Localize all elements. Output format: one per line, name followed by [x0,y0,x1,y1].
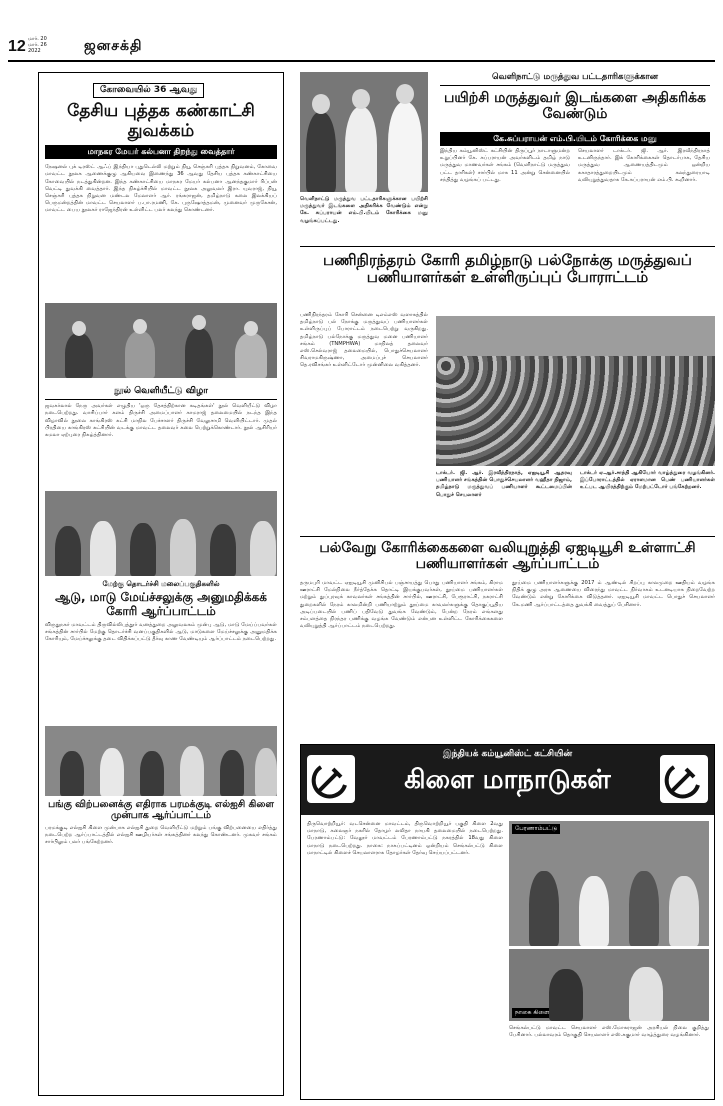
pharmacist-headline: பயிற்சி மருத்துவர் இடங்களை அதிகரிக்க வேண்டும் [444,90,706,123]
pharmacist-body-left: இந்திய கம்யூனிஸ்ட் கட்சியின் திருப்பூர் நாடாளுமன்ற உறுப்பினர் கே. சுப்பராயன் அவர்களிடம் தமிழ் நாடு மருத்துவ மாணவர்கள் சங்கம் (வெளிநாட்டு மருத்துவ பட்ட தாரிகள்) சார்பில் மாசு 11 அன்று சென்னையில் சந்தித்து வழங்கப் பட்டது. [440,148,570,183]
section-divider [300,536,715,537]
cpi-photo-2-label: நாகை கிளை [512,1008,552,1018]
issue-date: மார். 20 மார். 26 2022 [28,36,47,54]
pharmacist-kicker: வெளிநாட்டு மருத்துவ பட்டதாரிகளுக்கான [440,72,710,86]
newspaper-name: ஜனசக்தி [84,38,143,54]
right-column [300,60,715,1100]
cpi-banner [301,745,714,815]
health-workers-caption-left: டாக்டர். ஜி. ஆர். இரவீந்திரநாத், ஏஐடியூசி ஆதரவு பணியாளர் சங்கத்தின் பொதுச்செயலாளர் வஹீதா நிஜாம், தமிழ்நாடு மருத்துவப் பணியாளர் கூட்டமைப்பின் பொதுச் செயலாளர் [436,470,572,498]
cpi-body-right: செங்கல்பட்டு மாவட்ட செயலாளர் எஸ்.மோகராஜன் அரசியல் நிலை குறித்து பேசினார். பல்லாவரம் தொகுதி செயலாளர் எஸ்.சுகுமார் வாழ்த்துரை வழங்கினார். [509,1025,709,1039]
page-number: 12 [8,38,26,55]
hammer-sickle-icon [307,755,355,803]
cpi-box [300,744,715,1100]
section-divider [300,246,715,247]
health-workers-photo [436,316,715,466]
left-column [38,72,284,1096]
hammer-sickle-icon [660,755,708,803]
aituc-body-right: தூய்மை பணியாளர்களுக்கு 2017 ம் ஆண்டில் சிறப்பு காலமுறை ஊதியம் வழங்க நிதிக் குழு அரசு ஆணையை விரைந்து மாவட்ட நிர்வாகம் உடனடியாக நிறைவேற்ற வேண்டும் என்று கோரிக்கை விடுத்தனர். ஏஐடியூசி மாவட்ட பொதுச் செயலாளர் கே.மணி ஆர்ப்பாட்டத்தை துவக்கி வைத்துப் பேசினார். [512,580,715,608]
aituc-body-left: தருமபுரி மாவட்ட ஏஐடியூசி முனிசிபல் பஞ்சாயத்து பொது பணியாளர் சங்கம், கிராம ஊராட்சி மேல்நிலை நீர்த்தேக்க தொட்டி இயக்குபவர்கள், தூய்மை பணியாளர்கள் மற்றும் துப்புரவுக் காவலர்கள் சங்கத்தின் சார்பில், ஊராட்சி, பேரூராட்சி, நகராட்சி துறைகளில் நேரம் காலமின்றி பணியாற்றும் தூய்மை காவலர்களுக்கு தொகுப்பூதிய அடிப்படையில் பணிப் பதிவேடு துவங்க வேண்டும், பேன்ற நேரம் எங்களது சம்பளத்தை நிரந்தர பணிக்கு வழங்க வேண்டும் என்பன உள்ளிட்ட கோரிக்கைகளை வலியுறுத்தி ஆர்ப்பாட்டம் நடைபெற்றது. [300,580,503,630]
health-workers-caption-right: டாக்டர் ஏ.ஆர்.சாந்தி ஆகியோர் வாழ்த்துரை வழங்கினர். இப்போராட்டத்தில் ஏராளமான பெண் பணியாளர்கள் உட்பட ஆயிரத்திற்கும் மேற்பட்டோர் பங்கேற்றனர். [580,470,715,491]
cpi-kicker: இந்தியக் கம்யூனிஸ்ட் கட்சியின் [442,749,573,759]
book-launch-headline: நூல் வெளியீட்டு விழா [45,384,277,400]
book-fair-kicker: கோவையில் 36 ஆவது [93,83,204,98]
book-fair-subheadline: மாநகர மேயர் கல்பனா திறந்து வைத்தார் [45,145,277,159]
grazing-body: விருதுநகர் மாவட்டம் திருவில்லிபுத்தூர் வனத்துறை அலுவலகம் முன்பு ஆடு, மாடு மேய்ப்பவர்கள் சங்கத்தின் சார்பில் மேற்கு தொடர்ச்சி வனப்பகுதிகளில் ஆடு, மாடுகளை மேய்ச்சலுக்கு அனுமதிக்க கோரியும், மேய்ச்சலுக்கு தடை விதிக்கப்பட்டு தீர்வு காண வேண்டியும் ஆர்ப்பாட்டம் நடைபெற்றது. [45,621,277,643]
health-workers-headline: பணிநிரந்தரம் கோரி தமிழ்நாடு பல்நோக்கு மருத்துவப் பணியாளர்கள் உள்ளிருப்புப் போராட்டம் [323,251,692,287]
lic-protest-photo [45,726,277,796]
pharmacist-subheadline: கே.சுப்பராயன் எம்.பி.யிடம் கோரிக்கை மனு [440,132,710,146]
masthead [0,0,723,60]
cpi-photo-1 [509,821,709,946]
book-launch-body: ஜவகர்லால் நேரு அவர்கள் எழுதிய 'ஒரு தேசத்திற்கான கடிதங்கள்' நூல் வெளியீட்டு விழா நடைபெற்றது. வாசிப்பார் களம் திருச்சி அமைப்பாளர் காமராஜ் தலைமையில் நடந்த இந்த விழாவில் நூலை காங்கிரஸ் கட்சி மாநில பேச்சாளர் திருச்சி வேலுசாமி வெளியிட்டார். முதல் பிரதியை காங்கிரஸ் கட்சியின் வடக்கு மாவட்ட தலைவர் கலை பெற்றுக்கொண்டார். நூல் ஆசிரியர் கமலா ஏற்புரை நிகழ்த்தினார். [45,403,277,438]
book-launch-photo [45,491,277,576]
book-fair-headline: தேசிய புத்தக கண்காட்சி துவக்கம் [67,101,255,141]
book-fair-photo [45,303,277,378]
grazing-kicker: மேற்கு தொடர்ச்சி மலைப்பகுதிகளில் [102,580,220,589]
pharmacist-caption: வெளிநாட்டு மருத்துவ பட்டதாரிகளுக்கான பயிற்சி மருத்துவர் இடங்களை அதிகரிக்க வேண்டும் என்று கே. சுப்பராயன் எம்.பி.யிடம் கோரிக்கை மனு வழங்கப்பட்டது. [300,196,428,224]
book-fair-body: நேஷனல் புக் டிரஸ்ட் ஆஃப் இந்தியா புதுடெல்லி மற்றும் நியூ செஞ்சுரி புத்தக நிறுவனம், கோவை மாவட்ட நூலக ஆணைக்குழு ஆகியவை இணைந்து 36 ஆவது தேசிய புத்தக கண்காட்சியை கோவையில் நடத்துகின்றன. இந்த கண்காட்சியை மாநகர மேயர் கல்பனா ஆனந்தகுமார் ரிப்பன் வெட்டி துவக்கி வைத்தார். இந்த நிகழ்ச்சியில் மாவட்ட நூலக அலுவலர் இரா. யுவராஜ், நியூ செஞ்சுரி புத்தக நிறுவன மண்டல மேலாளர் ஆர். ரங்கராஜன், தமிழ்நாடு கலை இலக்கியப் பெருமன்றத்தின் மாவட்ட செயலாளர் ப.பா.ரமணி, கே. புருஷோத்தமன், முனைவர் முருகேசன், மாவட்ட பைய நூலகர் ராஜேந்திரன் உள்ளிட்ட பலர் கலந்து கொண்டனர். [45,164,277,214]
pharmacist-photo [300,72,428,192]
lic-body: பரமக்குடி எல்ஐசி கிளை முன்பாக எல்ஐசி துறை வெளியீட்டு மற்றும் பங்கு விற்பனையை எதிர்த்து நடைபெற்ற ஆர்ப்பாட்டத்தில் எல்ஐசி ஊழியர்கள் சங்கத்தினர் கலந்து கொண்டனர். முகவர் சங்கம் சார்பிலும் பலர் பங்கேற்றனர். [45,824,277,845]
cpi-photo-2 [509,949,709,1021]
cpi-photo-1-label: பேரணாம்பட்டு [512,824,560,834]
cpi-body: திருவொற்றியூர்: வடசென்னை மாவட்டம், திருவொற்றியூர் பகுதி கிளை 2வது மாநாடு, கலைஞர் நகரில் தோழர் லலிதா நாயகி தலைமையில் நடைபெற்றது. பேரணாம்பட்டு: வேலூர் மாவட்டம் பேரணாம்பட்டு நகரத்தில் 18வது கிளை மாநாடு நடைபெற்றது. நாகை: நாகப்பட்டினம் ஒன்றியம் செங்கல்பட்டு கிளை மாநாட்டில் கிளைச் செயலாளராக தோழர்கள் தேர்வு செய்யப்பட்டனர். [307,821,503,856]
health-workers-body: பணிநிரந்தரம் கோரி சென்னை டிஎம்எஸ் வளாகத்தில் தமிழ்நாடு பல் நோக்கு மருத்துவப் பணியாளர்கள் உள்ளிருப்புப் போராட்டம் நடைபெற்று வருகிறது. தமிழ்நாடு பல்நோக்கு மருத்துவ மனை பணியாளர் சங்கம் (TNMPHWA) மாநிலத் தலைவர் எஸ்.செல்வராஜ் தலைமையில், பொதுச்செயலாளர் சிவராமகிருஷ்ணா, அமைப்புச் செயலாளர் தெ.ரவிசங்கர் உள்ளிட்டோர் முன்னிலை வகித்தனர். [300,312,428,369]
aituc-headline: பல்வேறு கோரிக்கைகளை வலியுறுத்தி ஏஐடியூசி உள்ளாட்சி பணியாளர்கள் ஆர்ப்பாட்டம் [319,540,696,573]
grazing-headline: ஆடு, மாடு மேய்ச்சலுக்கு அனுமதிக்கக் கோரி ஆர்ப்பாட்டம் [55,590,267,618]
pharmacist-body-right: செயலாளர் டாக்டர். ஜி. ஆர். இரவீந்திரநாத் உடனிருந்தார். இக் கோரிக்கைகள் தொடர்பாக, தேசிய மருத்துவ ஆணையத்திடமும் ஒன்றிய சுகாதாரத்துறையிடமும் கலந்துரையாடி வலியுறுத்துவதாக கே.சுப்பராயன் எம்.பி. கூறினார். [578,148,710,183]
cpi-headline: கிளை மாநாடுகள் [404,765,611,795]
lic-headline: பங்கு விற்பனைக்கு எதிராக பரமக்குடி எல்ஐசி கிளை முன்பாக ஆர்ப்பாட்டம் [48,798,274,821]
